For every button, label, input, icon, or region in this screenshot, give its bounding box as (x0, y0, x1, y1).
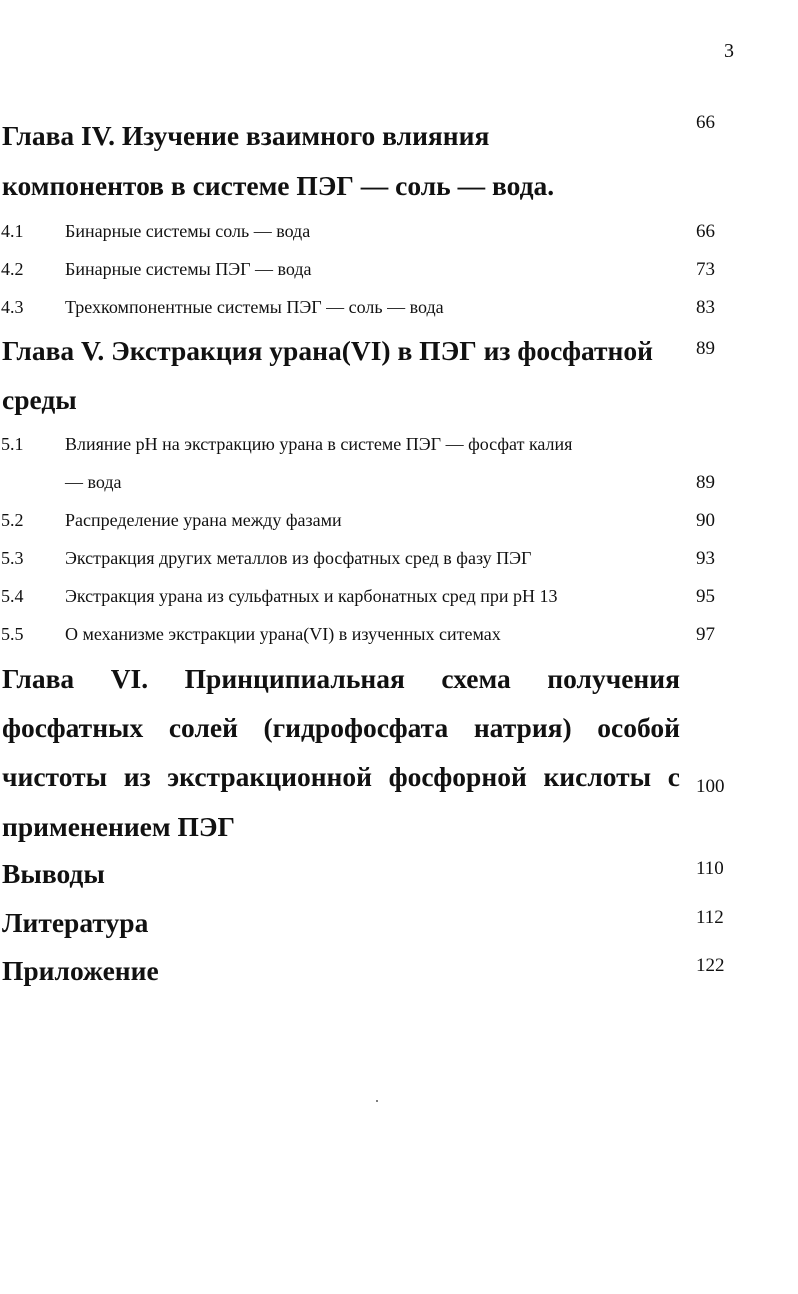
section-number: 5.4 (1, 586, 24, 606)
section-title: О механизме экстракции урана(VI) в изученных ситемах (65, 624, 501, 644)
appendix-page: 122 (696, 955, 725, 976)
chapter-4-title-line2: компонентов в системе ПЭГ — соль — вода. (2, 170, 555, 201)
conclusions-title: Выводы (2, 858, 105, 889)
section-title: Распределение урана между фазами (65, 510, 342, 530)
conclusions-page: 110 (696, 858, 724, 879)
section-title: Влияние pH на экстракцию урана в системе ПЭГ — фосфат калия (65, 434, 573, 454)
section-page: 97 (696, 624, 715, 645)
section-page: 95 (696, 586, 715, 607)
section-title-continuation: — вода (65, 472, 122, 492)
chapter-6-title-line4: применением ПЭГ (2, 811, 236, 842)
section-page: 66 (696, 221, 715, 242)
section-number: 4.1 (1, 221, 24, 241)
chapter-4-page: 66 (696, 112, 715, 133)
section-title: Экстракция других металлов из фосфатных сред в фазу ПЭГ (65, 548, 532, 568)
chapter-5-page: 89 (696, 338, 715, 359)
chapter-6-page: 100 (696, 776, 725, 797)
section-page: 90 (696, 510, 715, 531)
chapter-6-title-line2: фосфатных солей (гидрофосфата натрия) особой (2, 712, 680, 743)
chapter-6-title-line3: чистоты из экстракционной фосфорной кислоты с (2, 761, 680, 792)
section-number: 5.1 (1, 434, 24, 454)
section-title: Бинарные системы ПЭГ — вода (65, 259, 312, 279)
section-title: Трехкомпонентные системы ПЭГ — соль — вода (65, 297, 444, 317)
section-page: 73 (696, 259, 715, 280)
section-page: 89 (696, 472, 715, 493)
section-page: 83 (696, 297, 715, 318)
literature-title: Литература (2, 907, 149, 938)
section-number: 5.2 (1, 510, 24, 530)
appendix-title: Приложение (2, 955, 159, 986)
chapter-5-title-line1: Глава V. Экстракция урана(VI) в ПЭГ из фосфатной (2, 335, 653, 366)
chapter-5-title-line2: среды (2, 384, 77, 415)
section-page: 93 (696, 548, 715, 569)
section-number: 5.3 (1, 548, 24, 568)
scan-speck (376, 1100, 378, 1102)
section-title: Бинарные системы соль — вода (65, 221, 311, 241)
chapter-4-title-line1: Глава IV. Изучение взаимного влияния (2, 120, 490, 151)
chapter-6-title-line1: Глава VI. Принципиальная схема получения (2, 663, 680, 694)
section-number: 5.5 (1, 624, 24, 644)
section-number: 4.3 (1, 297, 24, 317)
section-number: 4.2 (1, 259, 24, 279)
page-number: 3 (724, 40, 734, 62)
section-title: Экстракция урана из сульфатных и карбонатных сред при pH 13 (65, 586, 558, 606)
literature-page: 112 (696, 907, 724, 928)
